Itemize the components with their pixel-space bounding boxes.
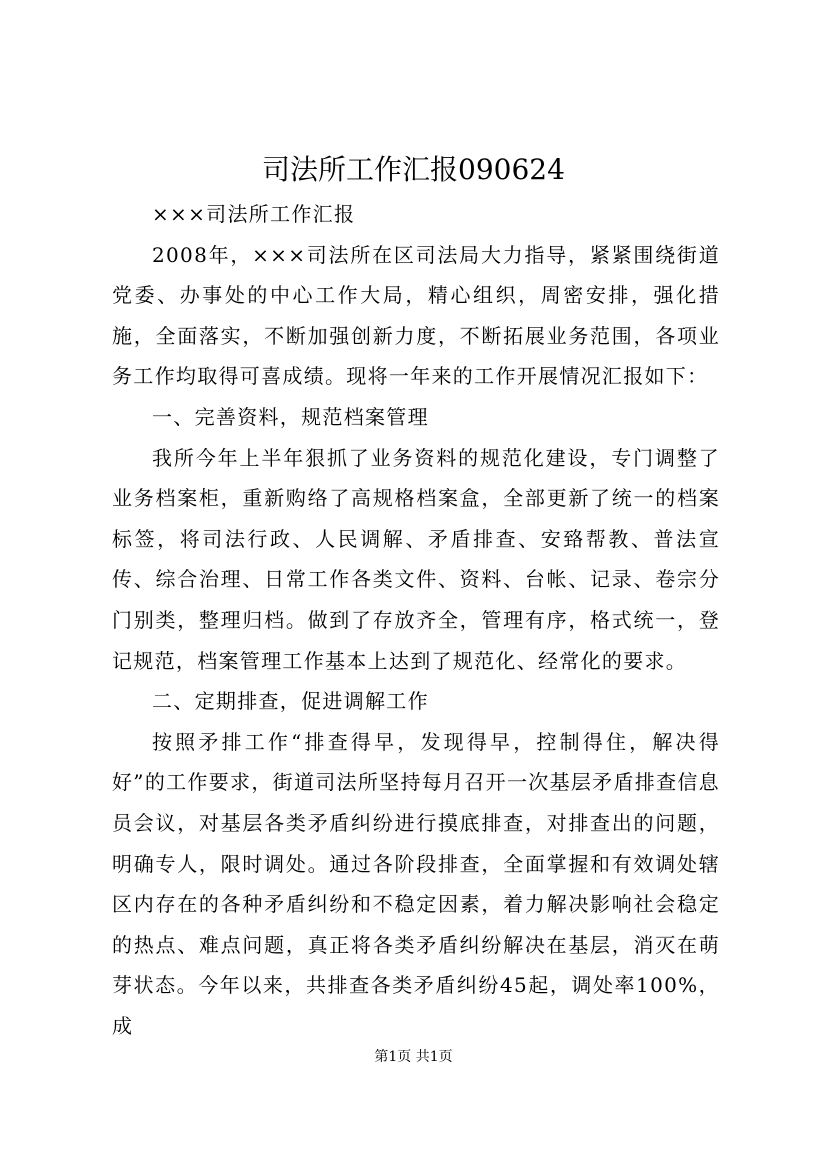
paragraph-heading: ×××司法所工作汇报 [152,202,356,226]
paragraph-intro: 2008年，×××司法所在区司法局大力指导，紧紧围绕街道党委、办事处的中心工作大局，精心组织，周密安排，强化措施，全面落实，不断加强创新力度，不断拓展业务范围，各项业务工作均取得可喜成绩。现将一年来的工作开展情况汇报如下： [112,242,720,389]
paragraph-mediation: 按照矛排工作“排查得早，发现得早，控制得住，解决得好”的工作要求，街道司法所坚持每月召开一次基层矛盾排查信息员会议，对基层各类矛盾纠纷进行摸底排查，对排查出的问题，明确专人，限时调处。通过各阶段排查，全面掌握和有效调处辖区内存在的各种矛盾纠纷和不稳定因素，着力解决影响社会稳定的热点、难点问题，真正将各类矛盾纠纷解决在基层，消灭在萌芽状态。今年以来，共排查各类矛盾纠纷45起，调处率100%，成 [112,729,720,1038]
document-body [112,194,720,1046]
paragraph-archive: 我所今年上半年狠抓了业务资料的规范化建设，专门调整了业务档案柜，重新购络了高规格档案盒，全部更新了统一的档案标签，将司法行政、人民调解、矛盾排查、安臵帮教、普法宣传、综合治理、日常工作各类文件、资料、台帐、记录、卷宗分门别类，整理归档。做到了存放齐全，管理有序，格式统一，登记规范，档案管理工作基本上达到了规范化、经常化的要求。 [112,445,720,673]
document-title: 司法所工作汇报090624 [262,153,565,186]
page-footer: 第1页 共1页 [374,1049,453,1065]
section-heading-1: 一、完善资料，规范档案管理 [152,404,429,429]
section-heading-2: 二、定期排查，促进调解工作 [152,689,429,714]
